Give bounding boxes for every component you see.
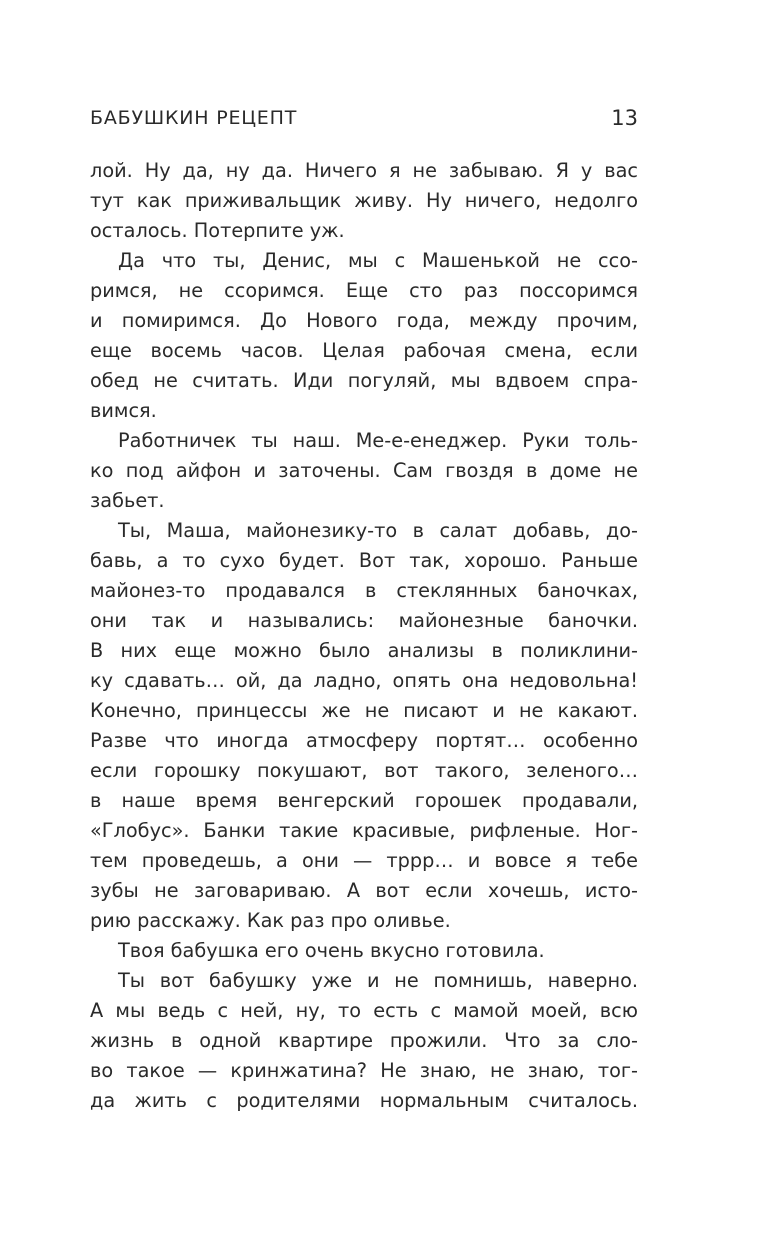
- text-line: зубы не заговариваю. А вот если хочешь, исто-: [90, 879, 638, 902]
- text-line: лой. Ну да, ну да. Ничего я не забываю. Я у вас: [90, 159, 638, 182]
- text-line: ко под айфон и заточены. Сам гвоздя в доме не: [90, 459, 638, 482]
- text-line: Конечно, принцессы же не писают и не какают.: [90, 699, 638, 722]
- text-line: В них еще можно было анализы в поликлини-: [90, 639, 638, 662]
- text-line: жизнь в одной квартире прожили. Что за сло-: [90, 1029, 638, 1052]
- text-line: тут как приживальщик живу. Ну ничего, недолго: [90, 189, 638, 212]
- text-line: во такое — кринжатина? Не знаю, не знаю, тог-: [90, 1059, 638, 1082]
- body-text: [90, 156, 638, 1116]
- text-line: Да что ты, Денис, мы с Машенькой не ссо-: [118, 249, 638, 272]
- text-line: бавь, а то сухо будет. Вот так, хорошо. Раньше: [90, 549, 638, 572]
- text-line: обед не считать. Иди погуляй, мы вдвоем спра-: [90, 369, 638, 392]
- text-line: в наше время венгерский горошек продавали,: [90, 789, 638, 812]
- text-line: забьет.: [90, 489, 165, 512]
- text-line: вимся.: [90, 399, 157, 422]
- text-line: Ты, Маша, майонезику-то в салат добавь, до-: [118, 519, 638, 542]
- text-line: Ты вот бабушку уже и не помнишь, наверно.: [118, 969, 638, 992]
- text-line: римся, не ссоримся. Еще сто раз поссоримся: [90, 279, 638, 302]
- text-line: ку сдавать… ой, да ладно, опять она недовольна!: [90, 669, 638, 692]
- page-number: 13: [611, 106, 638, 130]
- text-line: «Глобус». Банки такие красивые, рифленые. Ног-: [90, 819, 638, 842]
- text-line: да жить с родителями нормальным считалось.: [90, 1089, 638, 1112]
- text-line: еще восемь часов. Целая рабочая смена, если: [90, 339, 638, 362]
- text-line: Твоя бабушка его очень вкусно готовила.: [118, 939, 545, 962]
- text-line: если горошку покушают, вот такого, зеленого…: [90, 759, 638, 782]
- text-line: тем проведешь, а они — тррр… и вовсе я тебе: [90, 849, 638, 872]
- text-line: майонез-то продавался в стеклянных баночках,: [90, 579, 638, 602]
- running-title: БАБУШКИН РЕЦЕПТ: [90, 107, 298, 129]
- text-line: А мы ведь с ней, ну, то есть с мамой моей, всю: [90, 999, 638, 1022]
- text-line: они так и назывались: майонезные баночки.: [90, 609, 638, 632]
- text-line: Работничек ты наш. Ме-е-енеджер. Руки толь-: [118, 429, 638, 452]
- text-line: осталось. Потерпите уж.: [90, 219, 345, 242]
- text-line: рию расскажу. Как раз про оливье.: [90, 909, 451, 932]
- text-line: Разве что иногда атмосферу портят… особенно: [90, 729, 638, 752]
- text-line: и помиримся. До Нового года, между прочим,: [90, 309, 638, 332]
- running-head: [90, 104, 638, 132]
